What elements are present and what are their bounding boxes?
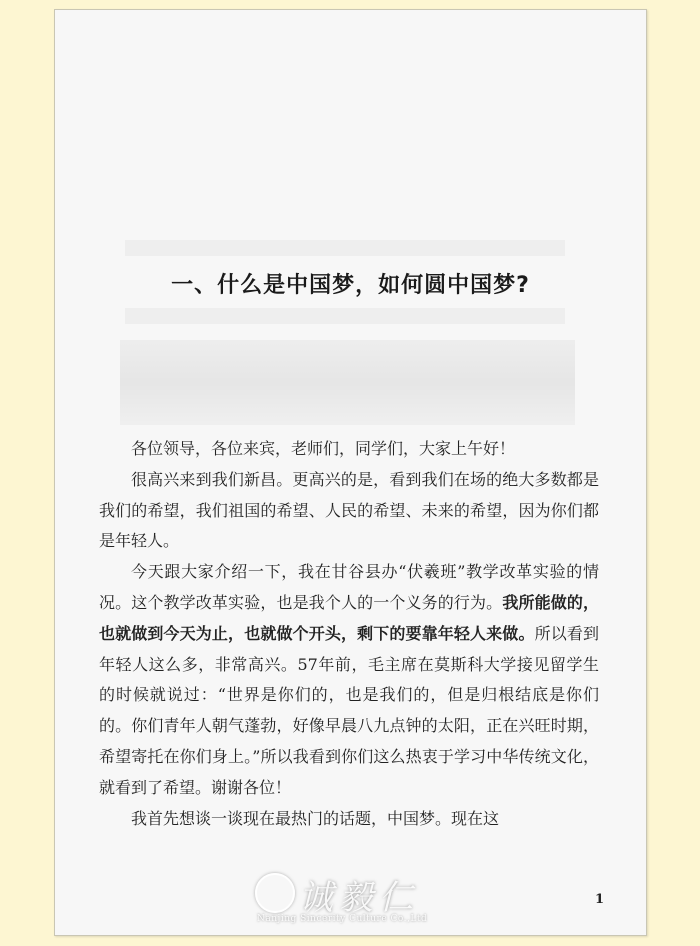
watermark-logo-text: 诚毅仁 — [299, 878, 419, 918]
paragraph-text: 今天跟大家介绍一下，我在甘谷县办“伏羲班”教学改革实验的情况。这个教学改革实验，也是我个人的一个义务的行为。 — [99, 562, 599, 612]
emphasized-text: 我所能做的，也就做到今天为止，也就做个开头，剩下的要靠年轻人来做。 — [99, 592, 599, 643]
paragraph: 很高兴来到我们新昌。更高兴的是，看到我们在场的绝大多数都是我们的希望，我们祖国的希望、人民的希望、未来的希望，因为你们都是年轻人。 — [99, 469, 599, 551]
paragraph — [99, 557, 599, 803]
paragraph-text: 所以看到年轻人这么多，非常高兴。57年前，毛主席在莫斯科大学接见留学生的时候就说过：“世界是你们的，也是我们的，但是归根结底是你们的。你们青年人朝气蓬勃，好像早晨八九点钟的太阳，正在兴旺时期，希望寄托在你们身上。”所以我看到你们这么热衷于学习中华传统文化，就看到了希望。谢谢各位！ — [99, 623, 599, 797]
page-number: 1 — [594, 892, 604, 907]
body-text — [99, 434, 599, 834]
paragraph: 各位领导，各位来宾，老师们，同学们，大家上午好！ — [131, 439, 516, 458]
watermark — [255, 870, 455, 930]
seal-icon — [255, 873, 295, 913]
section-heading: 一、什么是中国梦，如何圆中国梦? — [171, 273, 530, 298]
watermark-subtitle: Nanjing Sincerity Culture Co.,Ltd — [257, 914, 428, 924]
book-page — [54, 9, 647, 936]
paragraph: 我首先想谈一谈现在最热门的话题，中国梦。现在这 — [131, 808, 500, 828]
bleed-through-figure — [120, 340, 575, 425]
bleed-through-line — [125, 240, 565, 256]
bleed-through-line — [125, 308, 565, 324]
